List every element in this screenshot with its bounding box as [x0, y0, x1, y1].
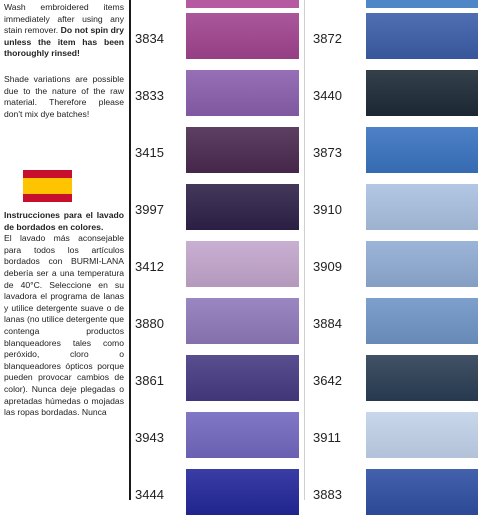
right-thread-code-3873: 3873 [313, 145, 342, 160]
left-thread-code-3415: 3415 [135, 145, 164, 160]
right-code-column [313, 0, 363, 500]
left-thread-swatch-3880 [186, 298, 299, 344]
left-thread-swatch-3997 [186, 184, 299, 230]
left-code-column [135, 0, 185, 500]
left-swatch-column [186, 0, 299, 500]
left-thread-swatch-3861 [186, 355, 299, 401]
left-thread-code-3444: 3444 [135, 487, 164, 502]
right-thread-swatch-3884 [366, 298, 478, 344]
right-thread-code-3872: 3872 [313, 31, 342, 46]
right-thread-swatch-3440 [366, 70, 478, 116]
right-thread-swatch-3872 [366, 13, 478, 59]
right-thread-swatch-3883 [366, 469, 478, 515]
left-thread-swatch-3415 [186, 127, 299, 173]
english-instructions [4, 2, 124, 60]
left-thread-swatch-3943 [186, 412, 299, 458]
center-separator [304, 0, 305, 500]
shade-note: Shade variations are possible due to the nature of the raw material. Therefore please don't mix dye batches! [4, 74, 124, 119]
right-thread-code-3883: 3883 [313, 487, 342, 502]
right-swatch-column [366, 0, 478, 500]
left-thread-code-3861: 3861 [135, 373, 164, 388]
right-thread-code-3884: 3884 [313, 316, 342, 331]
english-intro-text: Wash embroidered items immediately after using any stain remover. [4, 2, 124, 36]
left-thread-swatch-3444 [186, 469, 299, 515]
right-thread-swatch-3909 [366, 241, 478, 287]
right-thread-code-3440: 3440 [313, 88, 342, 103]
flag-stripe-middle [23, 178, 72, 194]
left-thread-code-3412: 3412 [135, 259, 164, 274]
right-thread-code-3642: 3642 [313, 373, 342, 388]
spain-flag-icon [23, 170, 72, 202]
right-thread-swatch-3910 [366, 184, 478, 230]
left-thread-swatch-3412 [186, 241, 299, 287]
spanish-instructions [4, 210, 124, 419]
right-thread-swatch-3642 [366, 355, 478, 401]
panel-divider [129, 0, 131, 500]
flag-stripe-bottom [23, 194, 72, 202]
right-thread-code-3910: 3910 [313, 202, 342, 217]
left-thread-code-3943: 3943 [135, 430, 164, 445]
right-thread-swatch-3911 [366, 412, 478, 458]
left-thread-swatch-3833 [186, 70, 299, 116]
right-thread-code-3909: 3909 [313, 259, 342, 274]
left-thread-code-3997: 3997 [135, 202, 164, 217]
left-thread-code-3880: 3880 [135, 316, 164, 331]
washing-instructions-panel [0, 0, 129, 500]
right-thread-swatch-3873 [366, 127, 478, 173]
spanish-body: El lavado más aconsejable para todos los artículos bordados con BURMI-LANA debería ser a una temperatura de 40°C. Seleccione en su lavadora el programa de lanas y utilice detergente suave o de lanas (no utilice detergente que contenga productos blanqueadores tales como peróxido, cloro o blanqueadores ópticos porque pueden provocar cambios de color). Nunca deje plegadas o apretadas húmedas o mojadas las ropas bordadas. Nunca [4, 233, 124, 418]
left-thread-code-3833: 3833 [135, 88, 164, 103]
flag-stripe-top [23, 170, 72, 178]
english-warning-text: Do not spin dry unless the item has been thoroughly rinsed! [4, 25, 124, 59]
left-thread-code-3834: 3834 [135, 31, 164, 46]
right-thread-code-3911: 3911 [313, 430, 341, 445]
spanish-title: Instrucciones para el lavado de bordados en colores. [4, 210, 124, 232]
left-thread-swatch-3834 [186, 13, 299, 59]
